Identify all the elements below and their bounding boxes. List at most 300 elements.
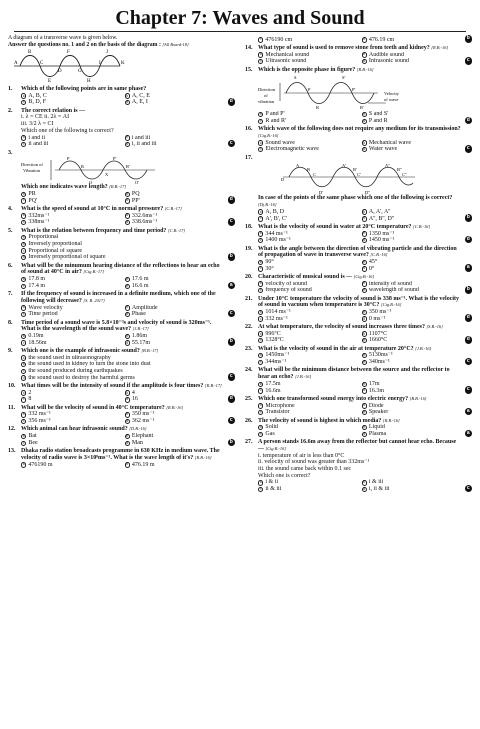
options [8, 191, 224, 204]
option-a[interactable] [258, 111, 358, 118]
label-velocity: Velocity [384, 91, 399, 97]
intro-tag: [All Board-18] [162, 41, 189, 47]
option-text: A, A', A'' [368, 208, 391, 215]
option-a[interactable] [258, 281, 358, 288]
option-text: A, E, I [131, 99, 148, 106]
question-sub-line [245, 195, 461, 208]
option-letter: c [259, 487, 262, 492]
question-body [258, 246, 461, 259]
option-letter: c [22, 142, 25, 147]
answer-badge: b [228, 338, 236, 346]
options [8, 135, 224, 148]
option-b[interactable] [362, 209, 462, 216]
option-text: Speaker [368, 409, 389, 416]
option-a[interactable] [258, 331, 358, 338]
option-text: i and iii [131, 134, 151, 141]
option-text: 1107°C [368, 330, 388, 337]
option-letter: c [259, 216, 262, 221]
option-letter: a [259, 140, 262, 145]
option-c[interactable] [21, 440, 121, 447]
label-vibration: vibration [258, 99, 275, 105]
option-b[interactable] [362, 281, 462, 288]
option-d[interactable] [362, 337, 462, 344]
question-body [21, 426, 147, 433]
sub-line-text: i. temperature of air is less than 0°C [258, 452, 345, 459]
option-letter: d [363, 360, 366, 364]
option-text: Mechanical wave [368, 139, 412, 146]
question-body [258, 274, 374, 281]
label-h: H [87, 79, 91, 85]
answer-badge: c [465, 145, 473, 153]
option-letter: c [259, 59, 262, 64]
options [8, 305, 224, 318]
options [245, 331, 461, 344]
option-text: 332ms⁻¹ [28, 212, 50, 219]
question-text-row [245, 346, 461, 353]
option-text: A', B', C' [265, 215, 287, 222]
question-text-row [245, 274, 461, 281]
option-letter: d [22, 255, 25, 260]
question-tag: [B.B.-16] [409, 395, 427, 401]
option-d[interactable] [362, 266, 462, 273]
option-c[interactable] [258, 431, 358, 438]
option-a[interactable] [21, 93, 121, 100]
question-tag: [R.B.-16] [194, 454, 212, 460]
option-d[interactable] [362, 316, 462, 323]
option-text: P and R [368, 118, 388, 124]
option-a[interactable] [258, 381, 358, 388]
label-c: C [40, 61, 44, 67]
option-d[interactable] [362, 146, 462, 153]
option-b[interactable] [125, 411, 225, 418]
option-d[interactable] [125, 99, 225, 106]
label-f: F [67, 50, 70, 56]
question-tag: [S.B.-16] [426, 324, 443, 330]
option-letter: c [22, 283, 25, 288]
option-letter: d [22, 375, 25, 380]
question-body [258, 126, 461, 139]
option-text: 18.56m [28, 339, 47, 346]
option-letter: b [363, 480, 366, 485]
option-letter: c [22, 419, 25, 424]
option-text: Audible sound [368, 51, 405, 58]
option-text: 16.6m [265, 387, 281, 394]
question-20 [245, 274, 472, 294]
question-body [258, 45, 448, 52]
question-sub-line [8, 121, 224, 128]
left-questions [8, 86, 235, 468]
question-text: If the frequency of sound is increased in a definite medium, which one of the following will decrease? [21, 291, 216, 304]
option-c[interactable] [258, 37, 358, 44]
option-c[interactable] [258, 58, 358, 65]
options [8, 411, 224, 424]
option-b[interactable] [125, 333, 225, 340]
option-text: 344ms⁻¹ [265, 359, 287, 366]
option-d[interactable] [362, 409, 462, 416]
option-a[interactable] [258, 140, 358, 147]
options [8, 355, 224, 382]
option-b[interactable] [362, 111, 462, 118]
option-b[interactable] [125, 305, 225, 312]
option-c[interactable] [258, 486, 358, 493]
option-letter: c [22, 440, 25, 445]
chapter-title: Chapter 7: Waves and Sound [14, 6, 466, 32]
option-letter: d [363, 37, 366, 42]
question-tag: [R.B.-17] [109, 184, 127, 190]
option-d[interactable] [21, 254, 224, 261]
question-tag: [Dj.B.-16] [258, 202, 277, 208]
question-text-row [245, 396, 461, 403]
option-d[interactable] [125, 440, 225, 447]
question-tag: [Ctg.B.-16] [265, 445, 286, 451]
option-c[interactable] [258, 287, 358, 294]
option-a[interactable] [258, 424, 358, 431]
answer-badge: a [228, 282, 236, 290]
option-text: frequency of sound [265, 287, 312, 294]
option-b[interactable] [362, 259, 462, 266]
option-letter: b [363, 281, 366, 286]
option-letter: c [22, 340, 25, 345]
question-text-row [245, 126, 461, 139]
option-d[interactable] [362, 359, 462, 366]
answer-badge: a [465, 264, 473, 272]
option-c[interactable] [21, 396, 121, 403]
option-letter: b [363, 52, 366, 57]
question-10 [8, 383, 235, 403]
option-d[interactable] [125, 418, 225, 425]
options [8, 433, 224, 446]
answer-badge: c [228, 310, 236, 318]
option-text: Bee [28, 439, 38, 446]
label-c-prime: C' [357, 172, 361, 178]
wave-diagram-1 [8, 48, 128, 84]
question-text-row [8, 405, 224, 412]
options [8, 234, 224, 261]
answer-badge: d [465, 236, 473, 244]
option-a[interactable] [258, 259, 358, 266]
option-b[interactable] [362, 140, 462, 147]
option-c[interactable] [258, 146, 358, 153]
option-letter: b [363, 309, 366, 314]
option-b[interactable] [125, 191, 225, 198]
option-b[interactable] [125, 135, 225, 142]
question-text: Which one is the example of infrasonic sound? [21, 347, 140, 354]
option-a[interactable] [258, 231, 358, 238]
label-a: A [296, 163, 300, 169]
option-d[interactable] [362, 118, 462, 125]
question-tag: [D.B.-16] [129, 426, 147, 432]
option-c[interactable] [21, 283, 121, 290]
option-letter: a [259, 353, 262, 358]
option-letter: d [363, 288, 366, 293]
question-number: 20. [245, 273, 253, 280]
option-letter: c [259, 316, 262, 321]
question-text-row [245, 224, 461, 231]
question-body [258, 367, 461, 380]
sub-line-text: iii. the sound came back within 0.1 sec [258, 466, 352, 473]
option-a[interactable] [258, 479, 358, 486]
question-text-row [8, 86, 224, 93]
options [245, 424, 461, 437]
question-text: At what temperature, the velocity of sound increases three times? [258, 324, 425, 331]
option-a[interactable] [21, 411, 121, 418]
option-letter: b [363, 112, 366, 117]
option-text: 476190 cm [265, 36, 293, 43]
option-text: i & ii [265, 479, 279, 486]
question-body [21, 320, 224, 333]
option-text: 332 ms⁻¹ [28, 411, 51, 418]
question-text-row [8, 348, 224, 355]
option-letter: b [363, 259, 366, 264]
option-letter: b [363, 425, 366, 430]
option-text: ii and iii [28, 141, 49, 148]
option-letter: d [126, 283, 129, 288]
question-tag: [J.B.-17] [132, 326, 149, 332]
option-letter: d [126, 198, 129, 203]
option-c[interactable] [21, 99, 121, 106]
options [245, 37, 461, 44]
option-letter: d [363, 238, 366, 243]
option-letter: c [22, 198, 25, 203]
option-a[interactable] [21, 213, 121, 220]
option-d[interactable] [362, 58, 462, 65]
question-text-row [245, 418, 461, 425]
option-text: i and ii [28, 134, 46, 141]
option-d[interactable] [362, 216, 462, 223]
option-b[interactable] [125, 276, 225, 283]
question-tag: [J.B.-16] [295, 374, 312, 380]
option-letter: b [126, 434, 129, 439]
option-letter: a [22, 135, 25, 140]
label-a: A [14, 61, 18, 67]
option-b[interactable] [125, 462, 225, 469]
option-letter: d [126, 100, 129, 105]
question-13 [8, 448, 235, 468]
option-text: Man [131, 439, 143, 446]
option-letter: c [259, 338, 262, 343]
option-letter: a [259, 52, 262, 57]
question-18 [245, 224, 472, 244]
option-text: PP' [131, 197, 140, 204]
option-d[interactable] [125, 311, 225, 318]
options [8, 276, 224, 289]
question-number: 16. [245, 126, 253, 133]
label-i: I [99, 61, 101, 67]
question-body [258, 396, 427, 403]
question-body [21, 291, 224, 304]
question-text: Which is the opposite phase in figure? [258, 66, 356, 73]
option-c[interactable] [258, 118, 358, 125]
option-a[interactable] [21, 433, 121, 440]
option-letter: a [22, 191, 25, 196]
question-text: Time period of a sound wave is 5.8×10⁻³s and velocity of sound is 320ms⁻¹. What is the wavelength of the sound wave? [21, 319, 212, 333]
option-a[interactable] [21, 276, 121, 283]
question-sub-line [8, 128, 224, 135]
option-d[interactable] [125, 340, 225, 347]
option-c[interactable] [21, 340, 121, 347]
option-text: Proportional of square [28, 247, 83, 254]
option-a[interactable] [21, 390, 121, 397]
option-c[interactable] [21, 141, 121, 148]
option-text: PQ' [28, 197, 38, 204]
option-letter: b [22, 241, 25, 246]
option-c[interactable] [258, 388, 358, 395]
answer-badge: d [228, 98, 236, 106]
question-tag: [Ctg.B.-16] [380, 302, 402, 308]
option-a[interactable] [258, 403, 358, 410]
option-letter: b [363, 403, 366, 408]
options [8, 390, 224, 403]
option-c[interactable] [21, 198, 121, 205]
question-19 [245, 246, 472, 273]
option-c[interactable] [258, 237, 358, 244]
question-11 [8, 405, 235, 425]
option-a[interactable] [21, 355, 224, 362]
option-d[interactable] [362, 287, 462, 294]
question-body [258, 346, 431, 353]
question-number: 13. [8, 448, 16, 455]
option-letter: c [259, 288, 262, 293]
option-a[interactable] [258, 209, 358, 216]
option-b[interactable] [125, 433, 225, 440]
option-c[interactable] [258, 316, 358, 323]
option-d[interactable] [362, 237, 462, 244]
question-body [258, 296, 461, 309]
question-number: 12. [8, 426, 16, 433]
answer-badge: d [228, 395, 236, 403]
question-text-row [8, 448, 224, 461]
option-d[interactable] [125, 219, 225, 226]
option-b[interactable] [125, 93, 225, 100]
question-number: 15. [245, 66, 253, 73]
option-text: A, B, D [265, 208, 285, 215]
option-a[interactable] [258, 352, 358, 359]
question-text: What type of sound is used to remove stone from teeth and kidney? [258, 44, 430, 51]
option-c[interactable] [21, 368, 224, 375]
option-b[interactable] [362, 352, 462, 359]
question-text: What is the angle between the direction of vibrating particle and the direction of propagation of wave in transverse wave? [258, 245, 457, 259]
sub-line-text: Which one indicates wave length? [21, 184, 108, 191]
options [8, 462, 224, 469]
option-letter: d [363, 216, 366, 221]
option-text: the sound used in ultrasonography [28, 354, 111, 361]
option-letter: c [22, 312, 25, 317]
label-p-prime: P' [352, 87, 356, 93]
option-c[interactable] [21, 219, 121, 226]
option-a[interactable] [21, 305, 121, 312]
option-text: 0.19m [28, 332, 44, 339]
option-text: 338ms⁻¹ [28, 219, 50, 226]
option-b[interactable] [362, 309, 462, 316]
option-text: i, ii and iii [131, 141, 157, 148]
question-tag: [Ctg.B.-16] [353, 273, 375, 279]
option-text: i & iii [368, 479, 384, 486]
label-of: of [264, 93, 268, 99]
option-d[interactable] [21, 375, 224, 382]
option-text: the sound produced during earthquakes [28, 368, 123, 375]
option-d[interactable] [362, 431, 462, 438]
option-c[interactable] [21, 248, 224, 255]
option-a[interactable] [21, 462, 121, 469]
option-c[interactable] [21, 311, 121, 318]
option-letter: a [22, 355, 25, 360]
option-a[interactable] [21, 234, 224, 241]
option-a[interactable] [21, 191, 121, 198]
option-b[interactable] [362, 479, 462, 486]
question-number: 23. [245, 345, 253, 352]
question-text: Which one transformed sound energy into electric energy? [258, 395, 409, 402]
question-text-row [8, 228, 224, 235]
option-text: Plasma [368, 430, 387, 437]
answer-badge: d [465, 117, 473, 125]
option-letter: c [22, 100, 25, 105]
options [245, 52, 461, 65]
option-b[interactable] [362, 52, 462, 59]
option-b[interactable] [125, 390, 225, 397]
option-text: i, ii & iii [368, 486, 390, 493]
question-text: Dhaka radio station broadcasts programme in 630 KHz in medium wave. The velocity of radio wave is 3×10⁸ms⁻¹. What is the wave length of it's? [21, 448, 220, 461]
option-d[interactable] [362, 486, 462, 493]
label-g: G [78, 69, 82, 75]
question-text-row [8, 291, 224, 304]
option-letter: a [22, 213, 25, 218]
question-text-row [245, 439, 461, 452]
option-text: 338.6ms⁻¹ [131, 219, 158, 226]
option-c[interactable] [258, 409, 358, 416]
option-d[interactable] [125, 396, 225, 403]
question-21 [245, 296, 472, 323]
option-c[interactable] [258, 216, 358, 223]
option-b[interactable] [362, 424, 462, 431]
label-b-double-prime: B'' [397, 167, 402, 173]
options [245, 231, 461, 244]
option-letter: d [126, 220, 129, 225]
option-c[interactable] [258, 359, 358, 366]
question-sub-line [245, 466, 461, 473]
option-b[interactable] [21, 361, 224, 368]
option-a[interactable] [21, 333, 121, 340]
option-letter: c [259, 410, 262, 415]
label-of-wave: of wave [384, 97, 399, 103]
option-c[interactable] [258, 266, 358, 273]
options [245, 479, 461, 492]
label-b: B [28, 50, 32, 56]
option-b[interactable] [362, 231, 462, 238]
question-body [21, 206, 182, 213]
option-a[interactable] [21, 135, 121, 142]
option-c[interactable] [258, 337, 358, 344]
option-a[interactable] [258, 52, 358, 59]
option-d[interactable] [362, 388, 462, 395]
option-d[interactable] [362, 37, 462, 44]
option-text: B, D, F [28, 99, 47, 106]
option-text: R and R' [265, 118, 287, 124]
option-b[interactable] [21, 241, 224, 248]
question-2 [8, 108, 235, 148]
option-c[interactable] [21, 418, 121, 425]
option-a[interactable] [258, 309, 358, 316]
option-d[interactable] [125, 283, 225, 290]
option-d[interactable] [125, 198, 225, 205]
option-b[interactable] [362, 403, 462, 410]
option-b[interactable] [362, 331, 462, 338]
option-b[interactable] [125, 213, 225, 220]
option-b[interactable] [362, 381, 462, 388]
sub-line-text: Which one of the following is correct? [21, 127, 114, 134]
option-letter: c [259, 118, 262, 123]
option-d[interactable] [125, 141, 225, 148]
option-text: 17.4 m [28, 282, 46, 289]
